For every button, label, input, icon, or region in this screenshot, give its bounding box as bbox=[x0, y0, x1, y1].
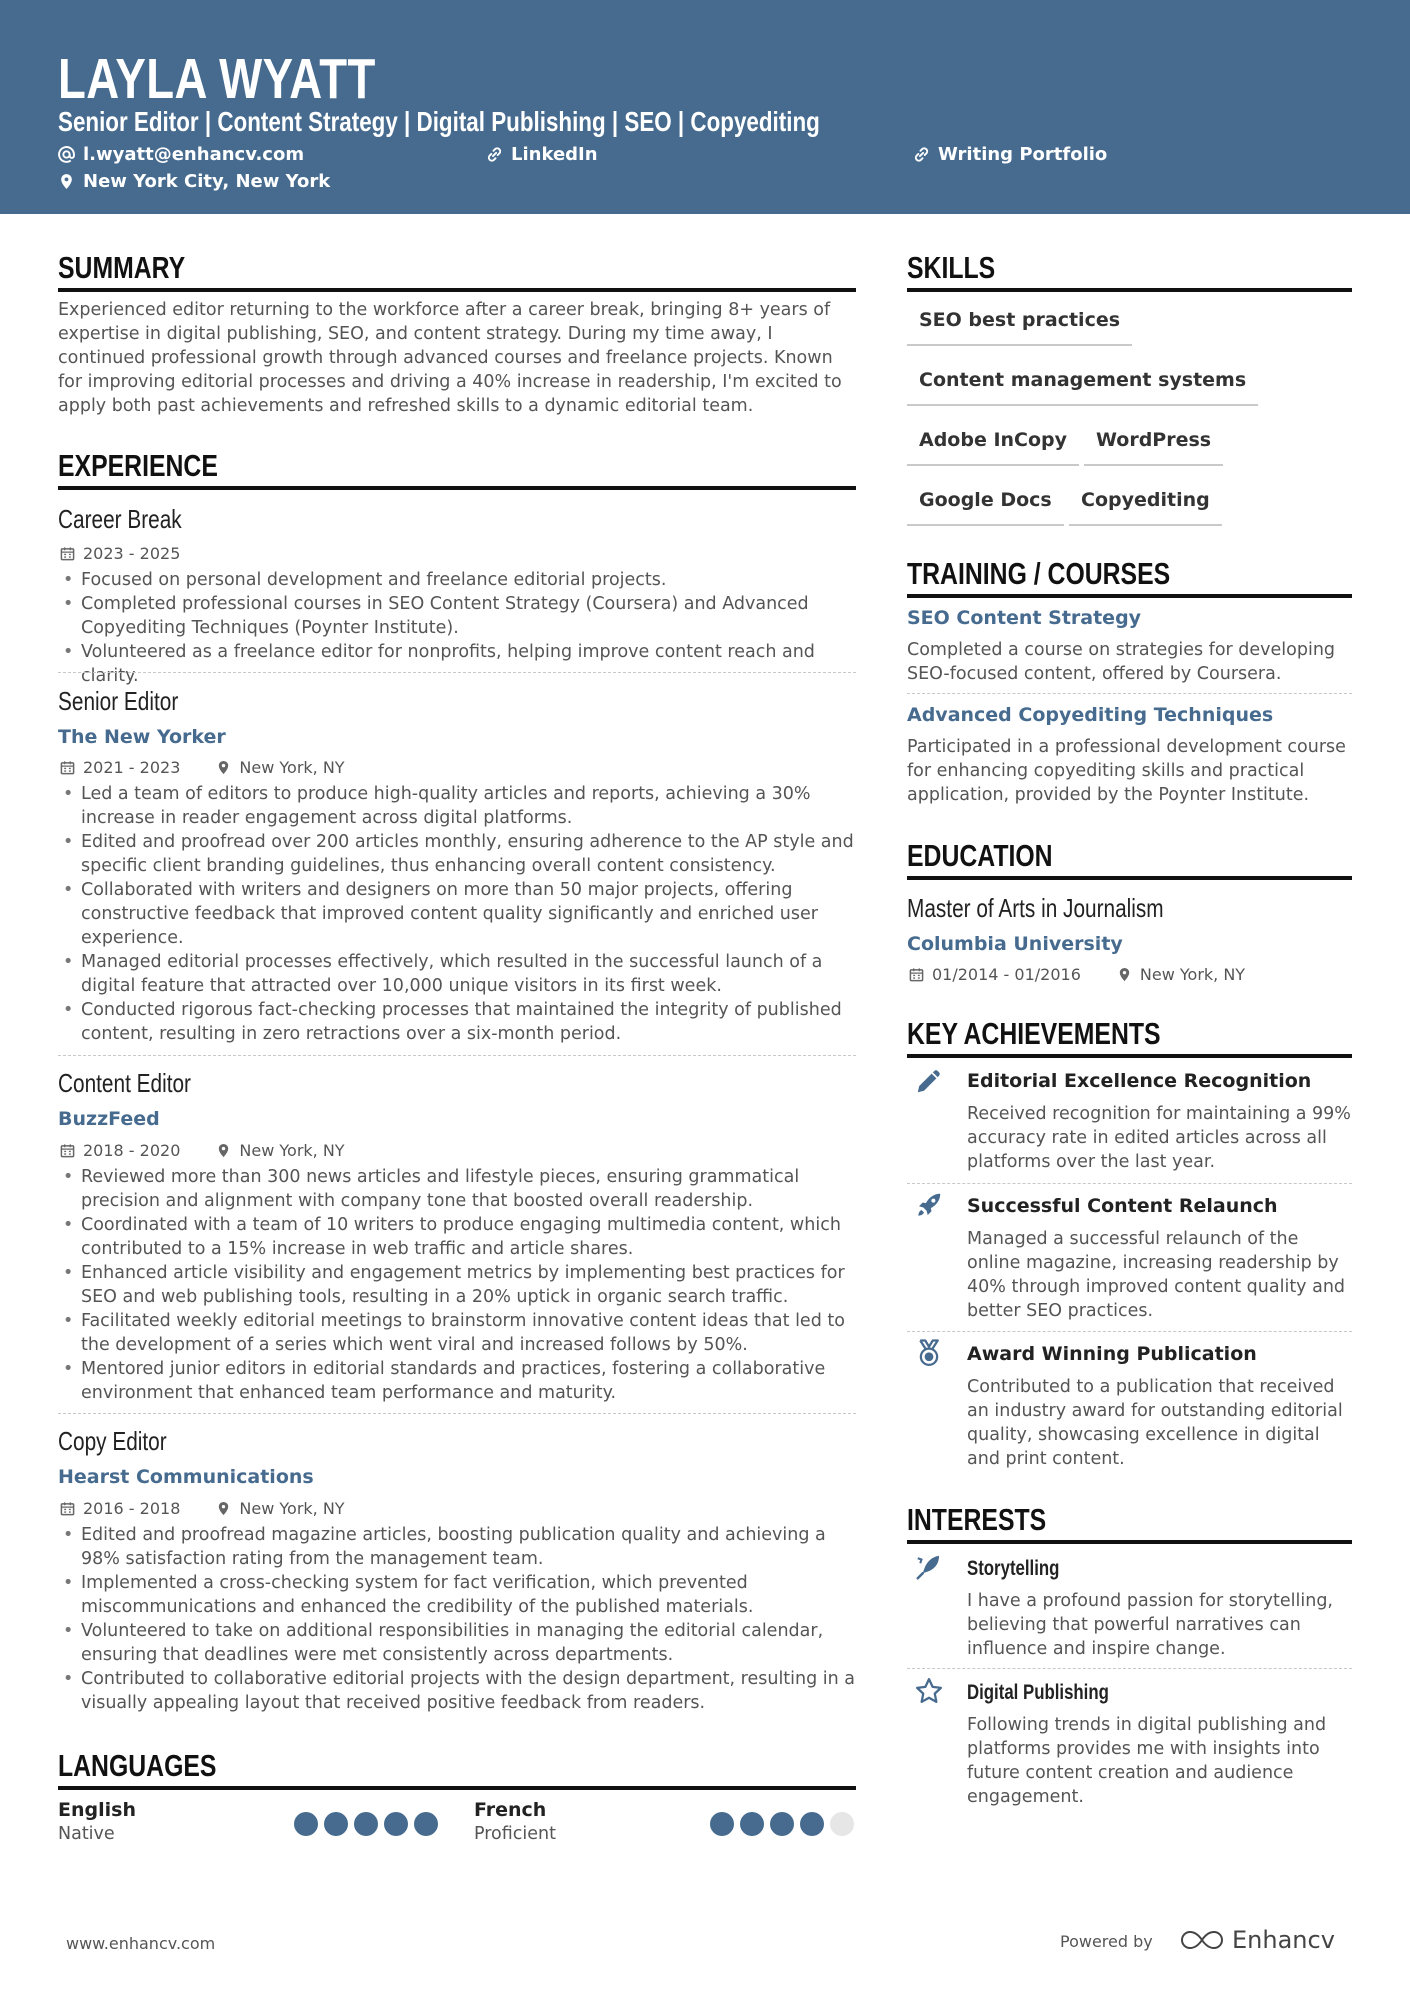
job-bullets bbox=[58, 782, 856, 1046]
rating-dot-filled bbox=[324, 1812, 348, 1836]
job-dates: 2021 - 2023 bbox=[83, 758, 181, 777]
job-bullet: • Facilitated weekly editorial meetings to brainstorm innovative content ideas that led to the development of a series which went viral and increased follows by 50%. bbox=[58, 1309, 856, 1357]
achievement-title: Successful Content Relaunch bbox=[967, 1195, 1278, 1217]
job-company: Hearst Communications bbox=[58, 1466, 314, 1488]
job-bullets bbox=[58, 568, 856, 688]
education-location: New York, NY bbox=[1139, 965, 1246, 984]
portfolio-text: Writing Portfolio bbox=[938, 144, 1108, 165]
skills-heading-text: SKILLS bbox=[907, 250, 996, 285]
job-bullet: • Volunteered as a freelance editor for nonprofits, helping improve content reach and clarity. bbox=[58, 640, 856, 688]
job-title: Career Break bbox=[58, 504, 182, 534]
education-heading-text: EDUCATION bbox=[907, 838, 1053, 873]
course-description: Completed a course on strategies for developing SEO-focused content, offered by Coursera. bbox=[907, 640, 1336, 684]
email-text: l.wyatt@enhancv.com bbox=[83, 144, 305, 165]
languages-heading-text: LANGUAGES bbox=[58, 1748, 217, 1783]
skill-tag: Google Docs bbox=[907, 482, 1064, 526]
enhancv-logo-icon bbox=[1180, 1928, 1226, 1952]
job-bullet: • Collaborated with writers and designers on more than 50 major projects, offering constructive feedback that improved content quality significantly and enriched user experience. bbox=[58, 878, 856, 950]
job-meta bbox=[60, 1141, 345, 1160]
job-bullet: • Mentored junior editors in editorial standards and practices, fostering a collaborative environment that enhanced team performance and maturity. bbox=[58, 1357, 856, 1405]
training-heading-text: TRAINING / COURSES bbox=[907, 556, 1171, 591]
job-meta bbox=[60, 544, 180, 563]
job-bullet: • Implemented a cross-checking system for fact verification, which prevented miscommunications and enhanced the credibility of the published materials. bbox=[58, 1571, 856, 1619]
interests-heading bbox=[907, 1500, 1352, 1544]
rocket-icon bbox=[914, 1190, 944, 1220]
footer-powered-by: Powered by bbox=[1060, 1932, 1153, 1951]
achievement-description: Received recognition for maintaining a 99% accuracy rate in edited articles across all platforms over the last year. bbox=[967, 1104, 1351, 1172]
location-text: New York City, New York bbox=[83, 171, 331, 192]
divider bbox=[907, 1331, 1352, 1332]
divider bbox=[58, 1413, 856, 1414]
rating-dot-filled bbox=[710, 1812, 734, 1836]
divider bbox=[58, 672, 856, 673]
job-bullet: • Volunteered to take on additional responsibilities in managing the editorial calendar, ensuring that deadlines were met consistently across departments. bbox=[58, 1619, 856, 1667]
quill-icon bbox=[914, 1552, 944, 1582]
job-location: New York, NY bbox=[239, 1499, 345, 1518]
job-bullet: • Edited and proofread magazine articles, boosting publication quality and achieving a 98% satisfaction rating from the management team. bbox=[58, 1523, 856, 1571]
calendar-icon bbox=[60, 546, 75, 561]
job-bullet: • Enhanced article visibility and engagement metrics by implementing best practices for SEO and web publishing tools, resulting in a 20% uptick in organic search traffic. bbox=[58, 1261, 856, 1309]
job-title: Content Editor bbox=[58, 1068, 191, 1098]
skills-heading bbox=[907, 248, 1352, 292]
job-dates: 2023 - 2025 bbox=[83, 544, 181, 563]
job-bullet: • Contributed to collaborative editorial projects with the design department, resulting in a visually appealing layout that received positive feedback from readers. bbox=[58, 1667, 856, 1715]
interest-title: Storytelling bbox=[967, 1557, 1060, 1580]
rating-dot-empty bbox=[830, 1812, 854, 1836]
calendar-icon bbox=[60, 1143, 75, 1158]
divider bbox=[907, 1183, 1352, 1184]
pencil-icon bbox=[914, 1066, 944, 1096]
job-bullet: • Conducted rigorous fact-checking processes that maintained the integrity of published content, resulting in zero retractions over a six-month period. bbox=[58, 998, 856, 1046]
experience-heading bbox=[58, 446, 856, 490]
training-heading bbox=[907, 554, 1352, 598]
rating-dot-filled bbox=[800, 1812, 824, 1836]
calendar-icon bbox=[60, 760, 75, 775]
education-heading bbox=[907, 836, 1352, 880]
achievement-description: Contributed to a publication that received an industry award for outstanding editorial quality, showcasing excellence in digital and print content. bbox=[967, 1377, 1343, 1469]
skill-tag: Adobe InCopy bbox=[907, 422, 1079, 466]
achievement-description: Managed a successful relaunch of the online magazine, increasing readership by 40% through improved content quality and better SEO practices. bbox=[967, 1229, 1346, 1321]
language-name: English bbox=[58, 1799, 136, 1821]
degree-title: Master of Arts in Journalism bbox=[907, 893, 1164, 923]
link-icon bbox=[486, 146, 503, 163]
enhancv-logo[interactable] bbox=[1180, 1926, 1335, 1954]
location-pin-icon bbox=[58, 173, 75, 190]
course-description: Participated in a professional development course for enhancing copyediting skills and practical application, provided by the Poynter Institute. bbox=[907, 737, 1346, 805]
job-company: BuzzFeed bbox=[58, 1108, 160, 1130]
education-meta bbox=[909, 965, 1245, 984]
job-bullet: • Edited and proofread over 200 articles monthly, ensuring adherence to the AP style and specific client branding guidelines, thus enhancing overall content consistency. bbox=[58, 830, 856, 878]
achievement-title: Award Winning Publication bbox=[967, 1343, 1257, 1365]
job-location: New York, NY bbox=[239, 1141, 345, 1160]
candidate-name: LAYLA WYATT bbox=[58, 47, 376, 111]
language-level: Proficient bbox=[474, 1824, 556, 1844]
star-icon bbox=[914, 1676, 944, 1706]
language-name: French bbox=[474, 1799, 547, 1821]
enhancv-logo-text: Enhancv bbox=[1232, 1926, 1335, 1954]
contact-location bbox=[58, 171, 330, 192]
experience-heading-text: EXPERIENCE bbox=[58, 448, 218, 483]
job-meta bbox=[60, 758, 345, 777]
job-bullets bbox=[58, 1523, 856, 1715]
school-name: Columbia University bbox=[907, 933, 1123, 955]
divider bbox=[58, 1055, 856, 1056]
summary-text: Experienced editor returning to the workforce after a career break, bringing 8+ years of expertise in digital publishing, SEO, and content strategy. During my time away, I continued professional growth through advanced courses and freelance projects. Known for improving editorial processes and driving a 40% increase in readership, I'm excited to apply both past achievements and refreshed skills to a dynamic editorial team. bbox=[58, 300, 842, 416]
rating-dot-filled bbox=[294, 1812, 318, 1836]
job-company: The New Yorker bbox=[58, 726, 226, 748]
job-dates: 2016 - 2018 bbox=[83, 1499, 181, 1518]
job-meta bbox=[60, 1499, 345, 1518]
course-title: Advanced Copyediting Techniques bbox=[907, 704, 1274, 726]
candidate-title: Senior Editor | Content Strategy | Digital Publishing | SEO | Copyediting bbox=[58, 106, 820, 137]
job-title: Senior Editor bbox=[58, 686, 179, 716]
resume-header bbox=[0, 0, 1410, 214]
location-pin-icon bbox=[1117, 967, 1132, 982]
job-bullet: • Reviewed more than 300 news articles and lifestyle pieces, ensuring grammatical precision and alignment with company tone that boosted overall readership. bbox=[58, 1165, 856, 1213]
job-bullet: • Led a team of editors to produce high-quality articles and reports, achieving a 30% increase in reader engagement across digital platforms. bbox=[58, 782, 856, 830]
job-bullets bbox=[58, 1165, 856, 1405]
rating-dot-filled bbox=[384, 1812, 408, 1836]
rating-dot-filled bbox=[740, 1812, 764, 1836]
achievements-heading bbox=[907, 1014, 1352, 1058]
rating-dot-filled bbox=[354, 1812, 378, 1836]
at-icon bbox=[58, 146, 75, 163]
location-pin-icon bbox=[216, 1143, 231, 1158]
contact-portfolio[interactable] bbox=[913, 144, 1107, 165]
summary-heading bbox=[58, 248, 856, 292]
education-dates: 01/2014 - 01/2016 bbox=[932, 965, 1081, 984]
job-location: New York, NY bbox=[239, 758, 345, 777]
skill-tag: SEO best practices bbox=[907, 302, 1132, 346]
rating-dot-filled bbox=[770, 1812, 794, 1836]
job-bullet: • Focused on personal development and freelance editorial projects. bbox=[58, 568, 856, 592]
contact-linkedin[interactable] bbox=[486, 144, 598, 165]
course-title: SEO Content Strategy bbox=[907, 607, 1142, 629]
job-title: Copy Editor bbox=[58, 1426, 167, 1456]
languages-heading bbox=[58, 1746, 856, 1790]
skill-tag: Content management systems bbox=[907, 362, 1258, 406]
summary-heading-text: SUMMARY bbox=[58, 250, 186, 285]
interest-title: Digital Publishing bbox=[967, 1681, 1109, 1704]
calendar-icon bbox=[909, 967, 924, 982]
achievement-title: Editorial Excellence Recognition bbox=[967, 1070, 1312, 1092]
skill-tag: WordPress bbox=[1084, 422, 1223, 466]
location-pin-icon bbox=[216, 760, 231, 775]
location-pin-icon bbox=[216, 1501, 231, 1516]
link-icon bbox=[913, 146, 930, 163]
interests-heading-text: INTERESTS bbox=[907, 1502, 1047, 1537]
interest-description: I have a profound passion for storytelling, believing that powerful narratives can influence and inspire change. bbox=[967, 1591, 1333, 1659]
divider bbox=[907, 1668, 1352, 1669]
medal-icon bbox=[914, 1338, 944, 1368]
job-dates: 2018 - 2020 bbox=[83, 1141, 181, 1160]
rating-dot-filled bbox=[414, 1812, 438, 1836]
language-level: Native bbox=[58, 1824, 115, 1844]
skill-tag: Copyediting bbox=[1069, 482, 1222, 526]
linkedin-text: LinkedIn bbox=[511, 144, 598, 165]
job-bullet: • Coordinated with a team of 10 writers to produce engaging multimedia content, which contributed to a 15% increase in web traffic and article shares. bbox=[58, 1213, 856, 1261]
job-bullet: • Completed professional courses in SEO Content Strategy (Coursera) and Advanced Copyediting Techniques (Poynter Institute). bbox=[58, 592, 856, 640]
divider bbox=[907, 693, 1352, 694]
job-bullet: • Managed editorial processes effectively, which resulted in the successful launch of a digital feature that attracted over 10,000 unique visitors in its first week. bbox=[58, 950, 856, 998]
footer-url[interactable]: www.enhancv.com bbox=[66, 1934, 216, 1953]
contact-email[interactable] bbox=[58, 144, 304, 165]
achievements-heading-text: KEY ACHIEVEMENTS bbox=[907, 1016, 1161, 1051]
calendar-icon bbox=[60, 1501, 75, 1516]
interest-description: Following trends in digital publishing and platforms provides me with insights into future content creation and audience engagement. bbox=[967, 1715, 1327, 1807]
